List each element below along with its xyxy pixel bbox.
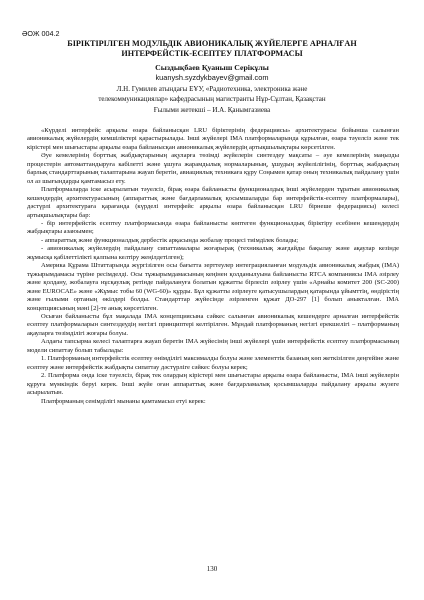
title-line: ИНТЕРФЕЙСТІК-ЕСЕПТЕУ ПЛАТФОРМАСЫ	[121, 49, 303, 58]
paragraph: Алдағы тапсырма келесі талаптарға жауап беретін IMA жүйесінің іншi жүйелері үшін интерфейстік есептеу платформасының модели сипаттау болып табылады:	[27, 338, 399, 354]
paper-title	[40, 39, 384, 59]
numbered-item: 1. Платформаның интерфейстік есептеу өнімділігі максималды болуы және элементтік базаның көп жеткізілген деңгейіне және есептеу және интерфейстік жабдықты сипаттау дәстүрліге сәйкес болуы керек;	[27, 355, 399, 371]
paragraph: Әуе кемелерінің борттық жабдықтарының ақуларға төзімді жүйелерін синтездеу мақсаты – әуе кемелерінің маңызды процестерін автоматтандыруға кабілетті және ұшуға жарамдылық нормаларының, ұшудың жүйелілігінің, борттық жабдықтың барлық стандарттарының талаптарына жауап беретін, авиациялық техникаға құру Соңымен қатар оның техникалық пайдалану үшін ол аз шығындарды қамтамасыз ету.	[27, 152, 399, 185]
paragraph: Осыған байланысты бұл мақалада IMA концепциясына сәйкес салынған авионикалық кешендерге арналған интерфейстік есептеу платформаларын синтездеудің негізгі принциптері келтірілген. Мұндай платформаның негізгі ерекшелігі – платформаның ақауларға төзімділігі жоғары болуы.	[27, 312, 399, 337]
list-item: - аппараттық және функционалдық дербестік арқасында жобалау процесі тиімділек болады;	[41, 236, 299, 244]
paragraph: Америка Құрама Штаттарында жүргізілген осы бағытта зерттеулер интеграцияланған модульдік авионикалық жабдық (IMA) тұжырымдамасы түріне ресімделді. Осы тұжырымдамасының кеңінен қолданылуына байланысты RTCA компаниясы IMA әзірлеу және қолдану, жобалауға нұсқаулық ретінде пайдалануға болатын құжатты бірлесіп әзірлеу үшін «Арнайы комитет 200 (SC-200) және EUROCAE» және «Жұмыс тобы 60 (WG-60)» құрды. Бұл құжатты әзірлеуге қатысушылардың қатарында ұйымттің, өндірістің және ғылыми ортаның өкілдері болды. Стандарттар жүйесінде әзірленген құжат ДО-297 [1] болып аныкталған. IMA концепциясының мәні [2]-те анық көрсетілген.	[27, 262, 399, 312]
title-line: БІРІКТІРІЛГЕН МОДУЛЬДІК АВИОНИКАЛЫҚ ЖҮЙЕЛЕРГЕ АРНАЛҒАН	[67, 39, 357, 48]
author-name: Сыздықбаев Қуаныш Серікұлы	[155, 63, 269, 72]
numbered-item: 2. Платформа онда іске тәуелсіз, бірақ тек олардың кірістері мен шығыстары арқылы өзара байланысты, IMA іншi жүйелерін құруға мүмкіндік беруі керек. Іншi жүйе оған аппараттық және бағдарламалық қосымшаларды пайдалану арқылы жүзеге асырылатын.	[27, 372, 399, 397]
affiliation	[40, 85, 384, 104]
paragraph: Платформаларда іске асырылатын тәуелсіз, бірақ өзара байланысты функционалдық іншi жүйелерден тұратын авионикалық кешендердің архитектурасының (аппараттық және бағдарламалық қосымшаларды бар интерфейстік-есептеу платформалары), дәстүрлі архитектураға қарағанда (күрделі интерфейс арқылы өзара байланысқан LRU бірнеше федерациясы) келесі артықшылықтары бар:	[27, 186, 399, 219]
list-item: - авионикалық жүйелердің пайдалану сипаттамалары жоғарырақ (техникалық жағдайды бақылау және ақаулар кезінде жұмысқа қабілеттілікті қалпына келтіру жеңілдетілген);	[27, 245, 399, 261]
paragraph: Платформаның сенімділігі мынаны қамтамасыз етуі керек:	[41, 397, 206, 405]
body-text	[27, 127, 399, 406]
list-item: - бір интерфейстік есептеу платформасында өзара байланысты көптеген функционалдық біріктіру есебінен кешендердің жабдықтары азаюымен;	[27, 219, 399, 236]
paragraph: «Күрделі интерфейс арқылы өзара байланысқан LRU біріктерінің федерациясы» архитектурасы бойынша салынған авионикалық жүйелердің кемшіліктері қарастырылады. Іншi жүйелері IMA платформаларында құрылған, өзара тәуелсіз және тек кірістері мен шығыстары арқылы өзара байланысқан авионикалық жүйелердің артықшылықтары көрсетілген.	[27, 127, 399, 151]
udc-code: ӘОЖ 004.2	[22, 29, 60, 38]
affiliation-line: телекоммуникациялар» кафедрасының магистранты Нұр-Сұлтан, Қазақстан	[98, 94, 326, 103]
supervisor: Ғылыми жетекші – И.А. Қанымгазиева	[153, 106, 271, 114]
author-email: kuanysh.syzdykbayev@gmail.com	[155, 73, 269, 82]
affiliation-line: Л.Н. Гумилев атындағы ЕҰУ, «Радиотехника, электроника және	[116, 85, 308, 93]
page-number: 130	[206, 565, 218, 573]
